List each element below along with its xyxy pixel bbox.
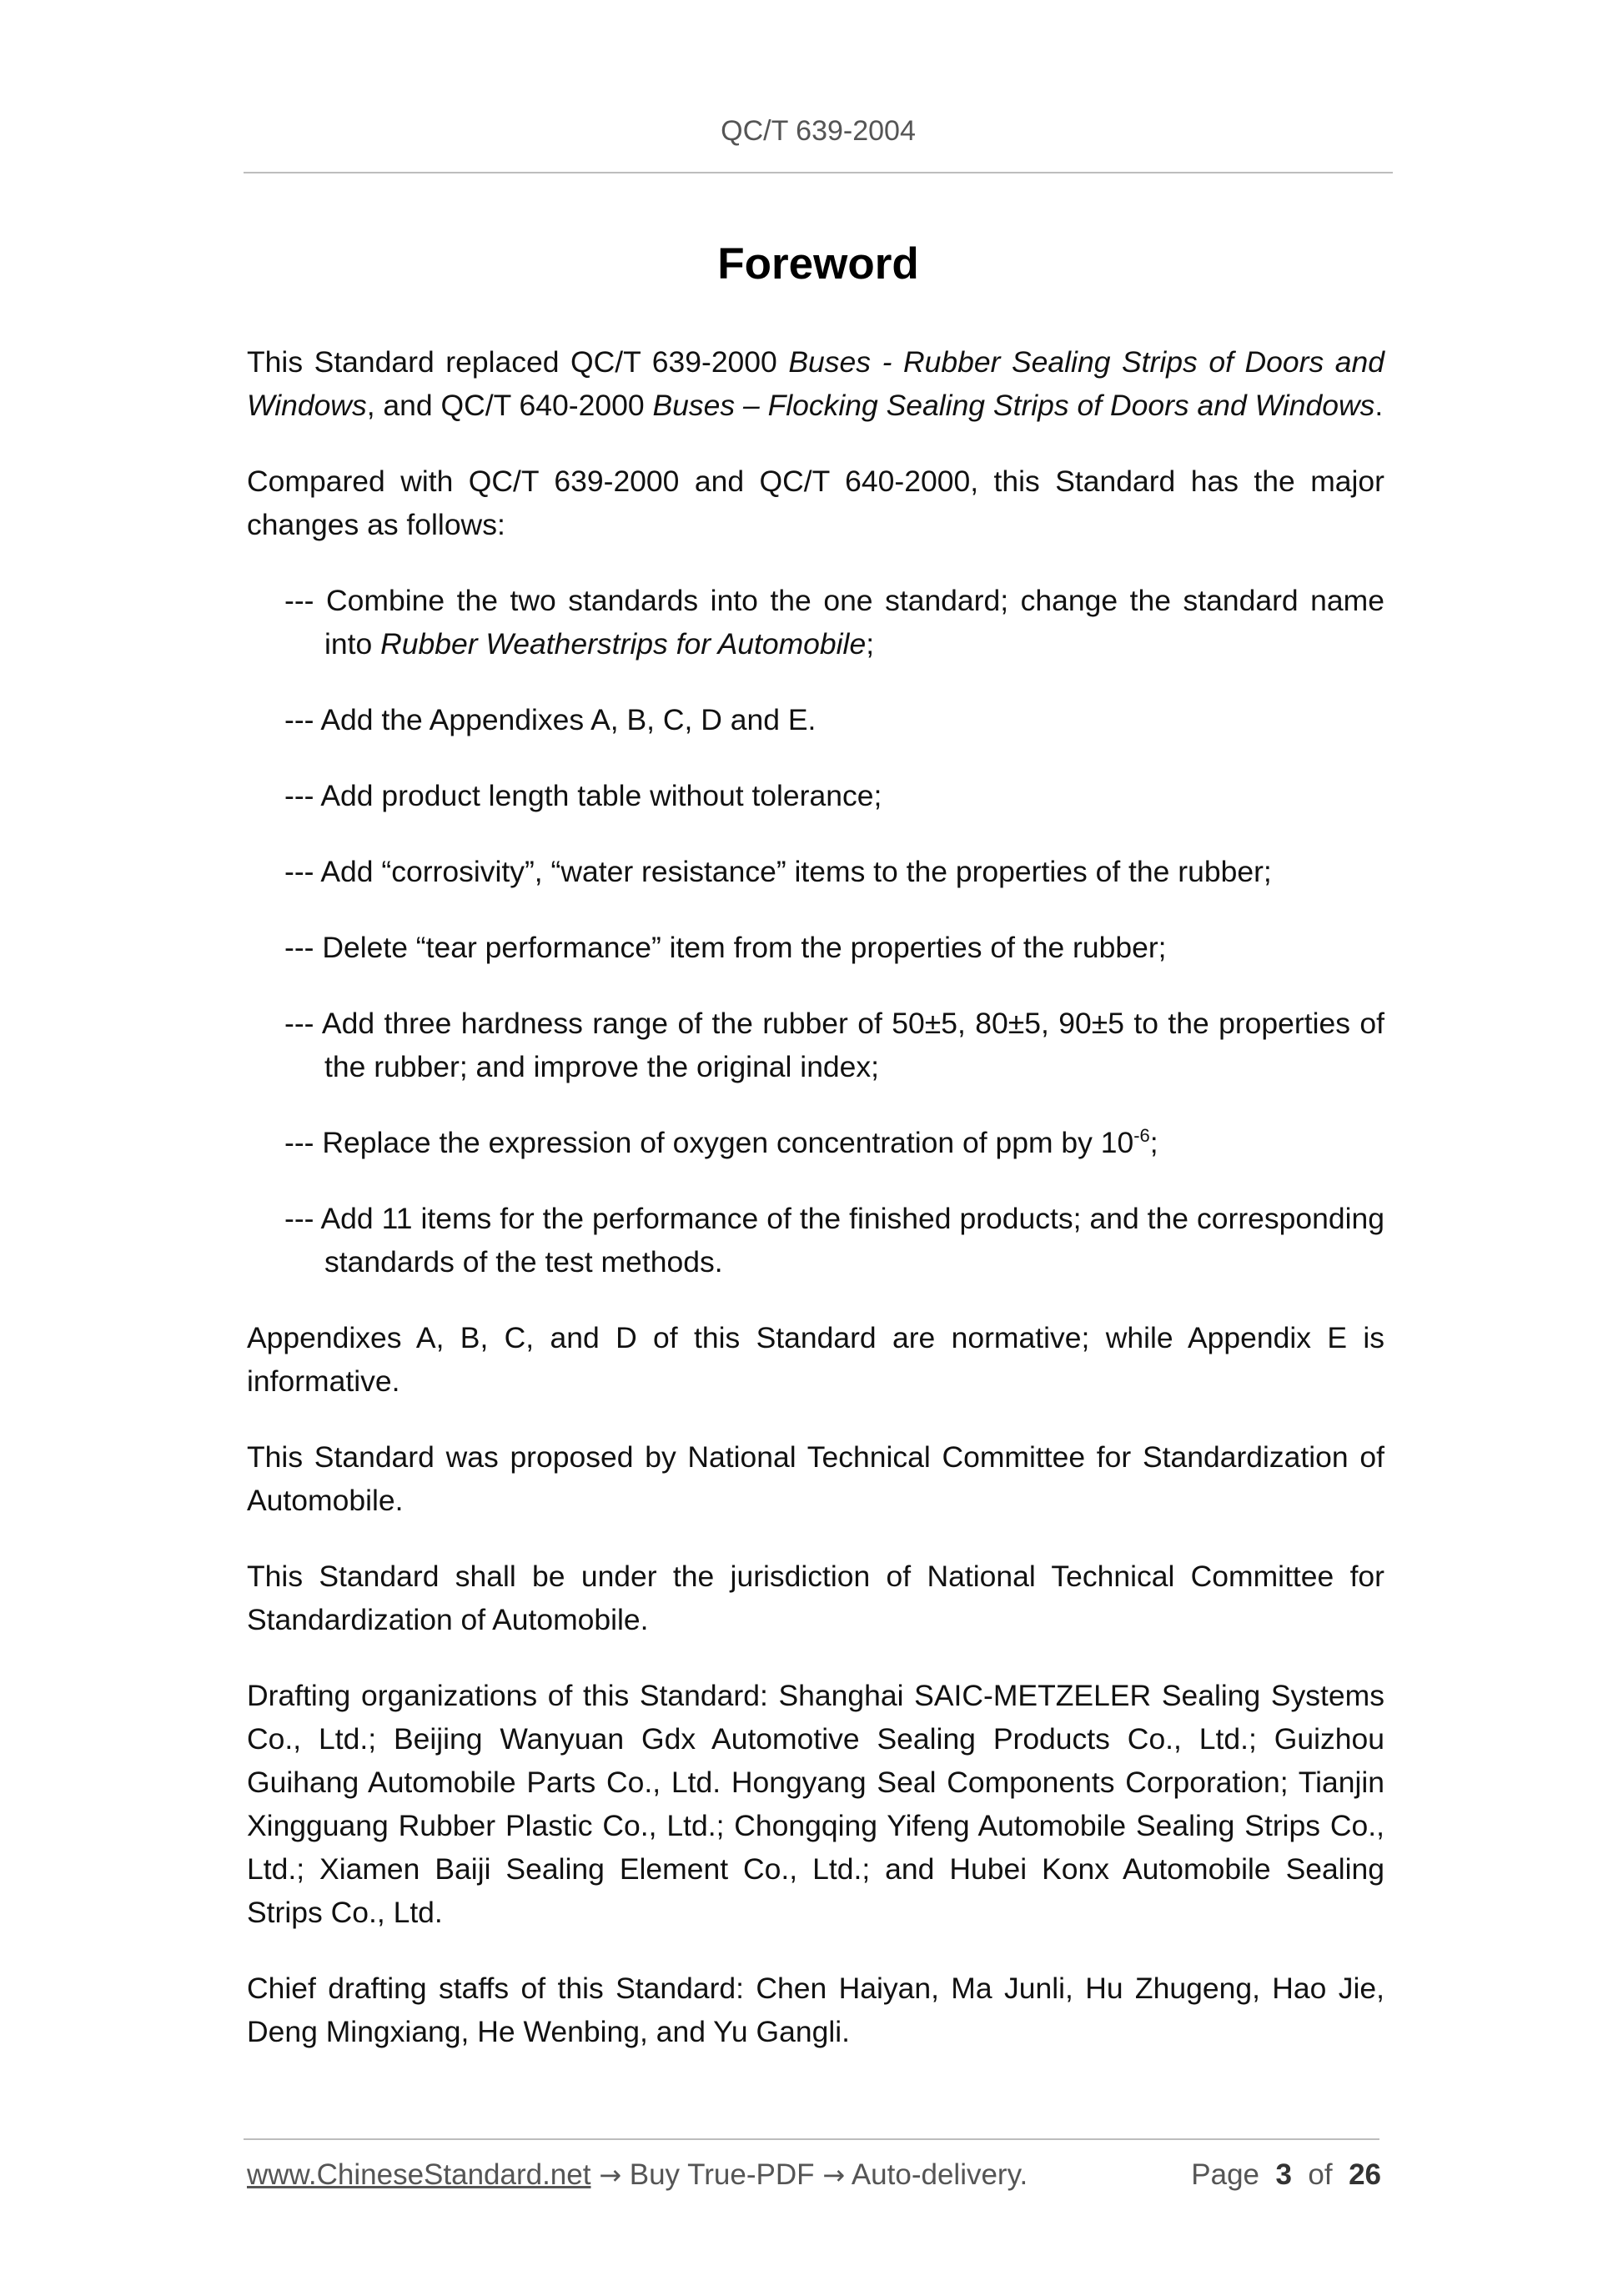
change-item-end: ;	[866, 627, 875, 661]
change-item: --- Add product length table without tolerance;	[284, 779, 882, 812]
current-page: 3	[1275, 2158, 1292, 2191]
jurisdiction-paragraph: This Standard shall be under the jurisdiction of National Technical Committee for Standardization of Automobile.	[247, 1560, 1384, 1636]
foreword-body	[247, 340, 1384, 2086]
buy-true-pdf-text: Buy True-PDF	[629, 2158, 815, 2191]
arrow-right-icon: →	[599, 2159, 622, 2191]
replaced-standard-title-a: Buses - Rubber Sealing Strips of Doors and Windows	[247, 345, 1384, 422]
drafting-organizations-paragraph: Drafting organizations of this Standard: Shanghai SAIC-METZELER Sealing Systems Co., Ltd.; Beijing Wanyuan Gdx Automotive Sealing Products Co., Ltd.; Guizhou Guihang Automobile Parts Co., Ltd. Hongyang Seal Components Corporation; Tianjin Xingguang Rubber Plastic Co., Ltd.; Chongqing Yifeng Automobile Sealing Strips Co., Ltd.; Xiamen Baiji Sealing Element Co., Ltd.; and Hubei Konx Automobile Sealing Strips Co., Ltd.	[247, 1679, 1384, 1929]
change-item-text: --- Replace the expression of oxygen concentration of ppm by 10	[284, 1126, 1134, 1159]
change-item-text: --- Combine the two standards into the one standard; change the standard name into	[284, 584, 1384, 661]
page-number	[1191, 2158, 1381, 2192]
change-item	[284, 1121, 1384, 1164]
exponent: -6	[1133, 1125, 1150, 1147]
replacement-paragraph	[247, 340, 1384, 427]
header-divider	[244, 172, 1393, 173]
change-item: --- Delete “tear performance” item from the properties of the rubber;	[284, 931, 1167, 964]
change-item: --- Add 11 items for the performance of the finished products; and the corresponding standards of the test methods.	[284, 1202, 1384, 1279]
page-title: Foreword	[717, 239, 919, 289]
replaced-standard-title-b: Buses – Flocking Sealing Strips of Doors and Windows	[652, 389, 1375, 422]
header-doc-code: QC/T 639-2004	[721, 115, 916, 147]
change-item: --- Add three hardness range of the rubber of 50±5, 80±5, 90±5 to the properties of the rubber; and improve the original index;	[284, 1007, 1384, 1083]
changes-intro-paragraph: Compared with QC/T 639-2000 and QC/T 640-2000, this Standard has the major changes as follows:	[247, 465, 1384, 541]
footer-divider	[244, 2138, 1379, 2140]
new-standard-name: Rubber Weatherstrips for Automobile	[380, 627, 867, 661]
change-item: --- Add the Appendixes A, B, C, D and E.	[284, 703, 817, 736]
replacement-text-c: .	[1374, 389, 1384, 422]
arrow-right-icon: →	[822, 2159, 846, 2191]
website-link[interactable]: www.ChineseStandard.net	[247, 2158, 591, 2191]
replacement-text-a: This Standard replaced QC/T 639-2000	[247, 345, 789, 379]
change-item: --- Add “corrosivity”, “water resistance” items to the properties of the rubber;	[284, 855, 1272, 888]
of-label: of	[1308, 2158, 1333, 2191]
replacement-text-b: , and QC/T 640-2000	[366, 389, 653, 422]
page-label: Page	[1191, 2158, 1260, 2191]
drafting-staff-paragraph: Chief drafting staffs of this Standard: Chen Haiyan, Ma Junli, Hu Zhugeng, Hao Jie, Deng Mingxiang, He Wenbing, and Yu Gangli.	[247, 1972, 1384, 2048]
footer-promo	[247, 2158, 1028, 2192]
total-pages: 26	[1349, 2158, 1381, 2191]
proposed-paragraph: This Standard was proposed by National Technical Committee for Standardization of Automobile.	[247, 1440, 1384, 1517]
change-item-end: ;	[1149, 1126, 1158, 1159]
change-item	[284, 579, 1384, 666]
appendix-paragraph: Appendixes A, B, C, and D of this Standard are normative; while Appendix E is informative.	[247, 1321, 1384, 1398]
auto-delivery-text: Auto-delivery.	[851, 2158, 1028, 2191]
